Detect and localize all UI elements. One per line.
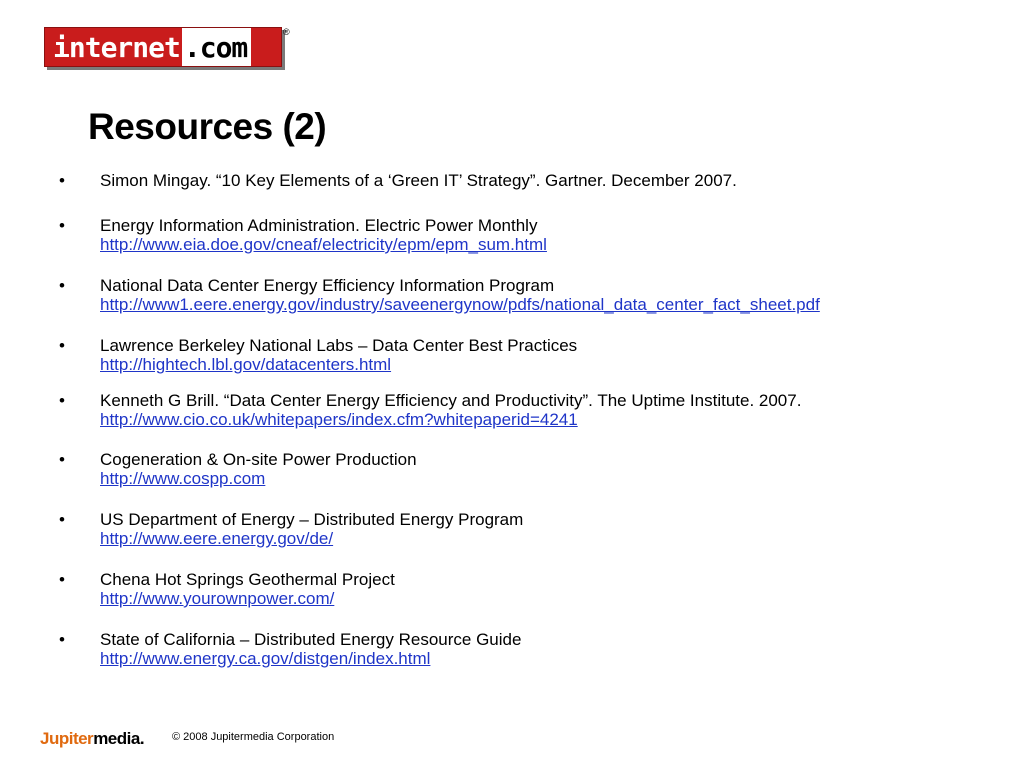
reference-text: Simon Mingay. “10 Key Elements of a ‘Green IT’ Strategy”. Gartner. December 2007. (100, 171, 737, 190)
reference-link[interactable]: http://www1.eere.energy.gov/industry/saveenergynow/pdfs/national_data_center_fact_sheet.pdf (100, 295, 820, 314)
bullet: • (59, 630, 65, 649)
internet-com-logo (44, 27, 282, 67)
reference-text: Chena Hot Springs Geothermal Project (100, 570, 395, 589)
slide-title: Resources (2) (88, 106, 327, 147)
logo-word-internet: internet (53, 30, 180, 64)
reference-text: Cogeneration & On-site Power Production (100, 450, 417, 469)
reference-text: Energy Information Administration. Electric Power Monthly (100, 216, 538, 235)
reference-link[interactable]: http://www.cio.co.uk/whitepapers/index.cfm?whitepaperid=4241 (100, 410, 578, 429)
reference-text: US Department of Energy – Distributed Energy Program (100, 510, 524, 529)
reference-text: State of California – Distributed Energy Resource Guide (100, 630, 522, 649)
bullet: • (59, 336, 65, 355)
bullet: • (59, 276, 65, 295)
registered-mark: ® (283, 27, 290, 37)
bullet: • (59, 510, 65, 529)
reference-link[interactable]: http://www.cospp.com (100, 469, 266, 488)
bullet: • (59, 391, 65, 410)
reference-link[interactable]: http://www.eia.doe.gov/cneaf/electricity/epm/epm_sum.html (100, 235, 547, 254)
logo-word-com: .com (182, 28, 251, 66)
copyright-text: © 2008 Jupitermedia Corporation (172, 731, 335, 743)
bullet: • (59, 450, 65, 469)
logo-media: media (93, 729, 140, 748)
reference-link[interactable]: http://www.energy.ca.gov/distgen/index.html (100, 649, 431, 668)
reference-text: Kenneth G Brill. “Data Center Energy Efficiency and Productivity”. The Uptime Institute. 2007. (100, 391, 802, 410)
reference-text: Lawrence Berkeley National Labs – Data Center Best Practices (100, 336, 578, 355)
bullet: • (59, 570, 65, 589)
bullet: • (59, 171, 65, 190)
reference-link[interactable]: http://hightech.lbl.gov/datacenters.html (100, 355, 392, 374)
reference-text: National Data Center Energy Efficiency Information Program (100, 276, 555, 295)
logo-dot: . (139, 729, 145, 748)
logo-jupiter: Jupiter (40, 729, 94, 748)
bullet: • (59, 216, 65, 235)
reference-link[interactable]: http://www.eere.energy.gov/de/ (100, 529, 334, 548)
jupitermedia-logo (40, 729, 144, 749)
reference-link[interactable]: http://www.yourownpower.com/ (100, 589, 335, 608)
